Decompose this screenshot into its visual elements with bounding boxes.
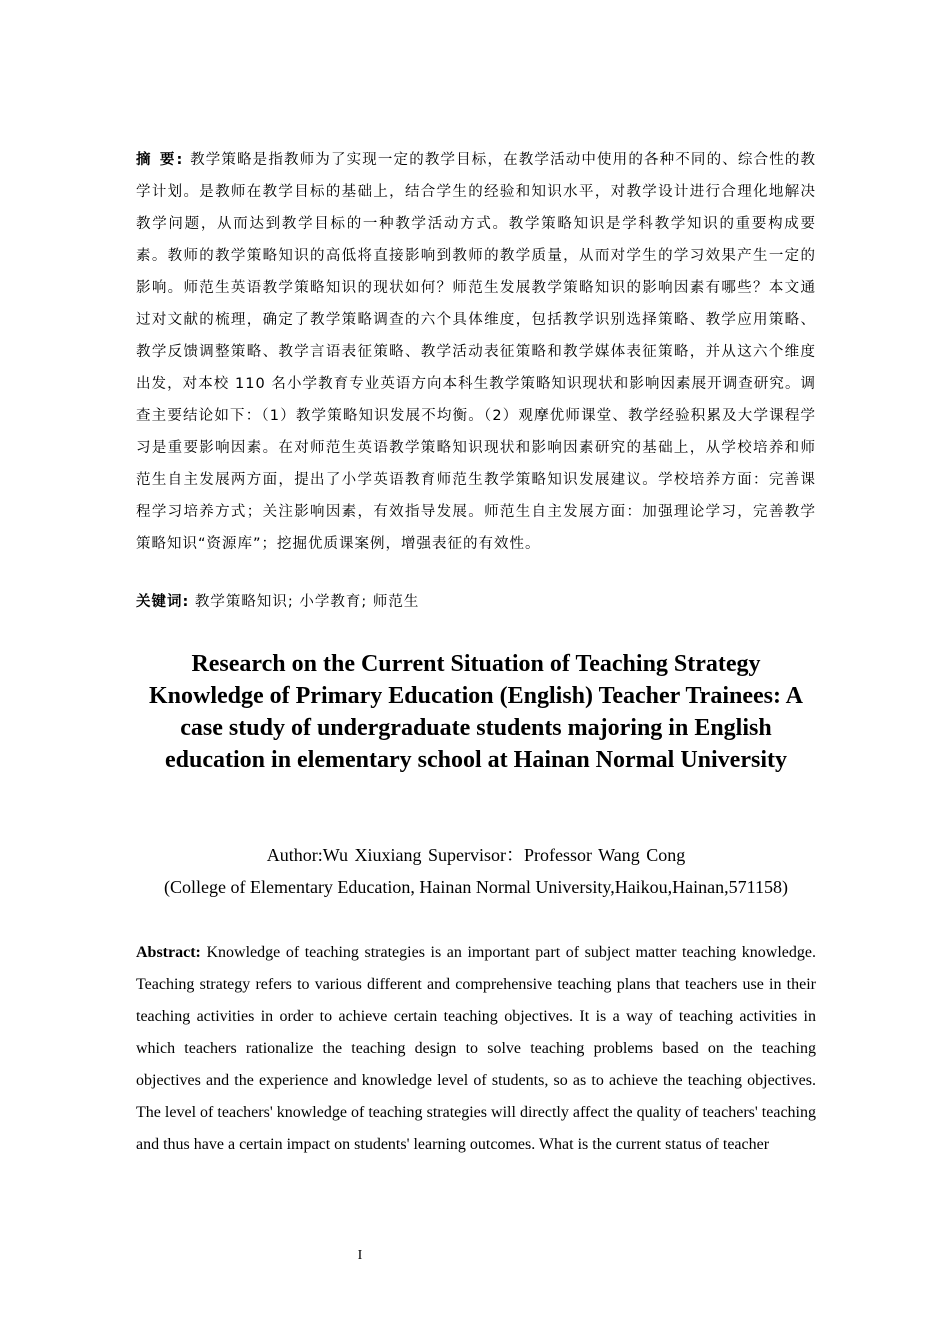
affiliation-line: (College of Elementary Education, Hainan Normal University,Haikou,Hainan,571158) [164,877,788,897]
english-abstract-label: Abstract: [136,944,201,961]
english-abstract [136,937,816,1193]
chinese-abstract-text: 教学策略是指教师为了实现一定的教学目标，在教学活动中使用的各种不同的、综合性的教学计划。是教师在教学目标的基础上，结合学生的经验和知识水平，对教学设计进行合理化地解决教学问题，从而达到教学目标的一种教学活动方式。教学策略知识是学科教学知识的重要构成要素。教师的教学策略知识的高低将直接影响到教师的教学质量，从而对学生的学习效果产生一定的影响。师范生英语教学策略知识的现状如何？师范生发展教学策略知识的影响因素有哪些？本文通过对文献的梳理，确定了教学策略调查的六个具体维度，包括教学识别选择策略、教学应用策略、教学反馈调整策略、教学言语表征策略、教学活动表征策略和教学媒体表征策略，并从这六个维度出发，对本校 110 名小学教育专业英语方向本科生教学策略知识现状和影响因素展开调查研究。调查主要结论如下：（1）教学策略知识发展不均衡。（2）观摩优师课堂、教学经验积累及大学课程学习是重要影响因素。在对师范生英语教学策略知识现状和影响因素研究的基础上，从学校培养和师范生自主发展两方面，提出了小学英语教育师范生教学策略知识发展建议。学校培养方面：完善课程学习培养方式；关注影响因素，有效指导发展。师范生自主发展方面：加强理论学习，完善教学策略知识“资源库”；挖掘优质课案例，增强表征的有效性。 [136,152,816,552]
chinese-keywords [136,590,816,614]
english-abstract-text: Knowledge of teaching strategies is an important part of subject matter teaching knowledge. Teaching strategy refers to various different and comprehensive teaching plans that teachers use in their teaching activities in order to achieve certain teaching objectives. It is a way of teaching activities in which teachers rationalize the teaching design to solve teaching problems based on the teaching objectives and the experience and knowledge level of students, so as to achieve the teaching objectives. The level of teachers' knowledge of teaching strategies will directly affect the quality of teachers' teaching and thus have a certain impact on students' learning outcomes. What is the current status of teacher [136,944,816,1153]
english-title: Research on the Current Situation of Teaching Strategy Knowledge of Primary Education (English) Teacher Trainees: A case study of undergraduate students majoring in English education in elementary school at Hainan Normal University [148,651,803,773]
chinese-abstract-label: 摘 要: [136,152,185,168]
chinese-abstract [136,144,816,560]
chinese-keywords-label: 关键词: [136,594,190,610]
page-number: I [357,1248,363,1263]
chinese-keywords-text: 教学策略知识; 小学教育; 师范生 [194,594,420,610]
author-supervisor-line: Author:Wu Xiuxiang Supervisor：Professor Wang Cong [266,845,686,865]
